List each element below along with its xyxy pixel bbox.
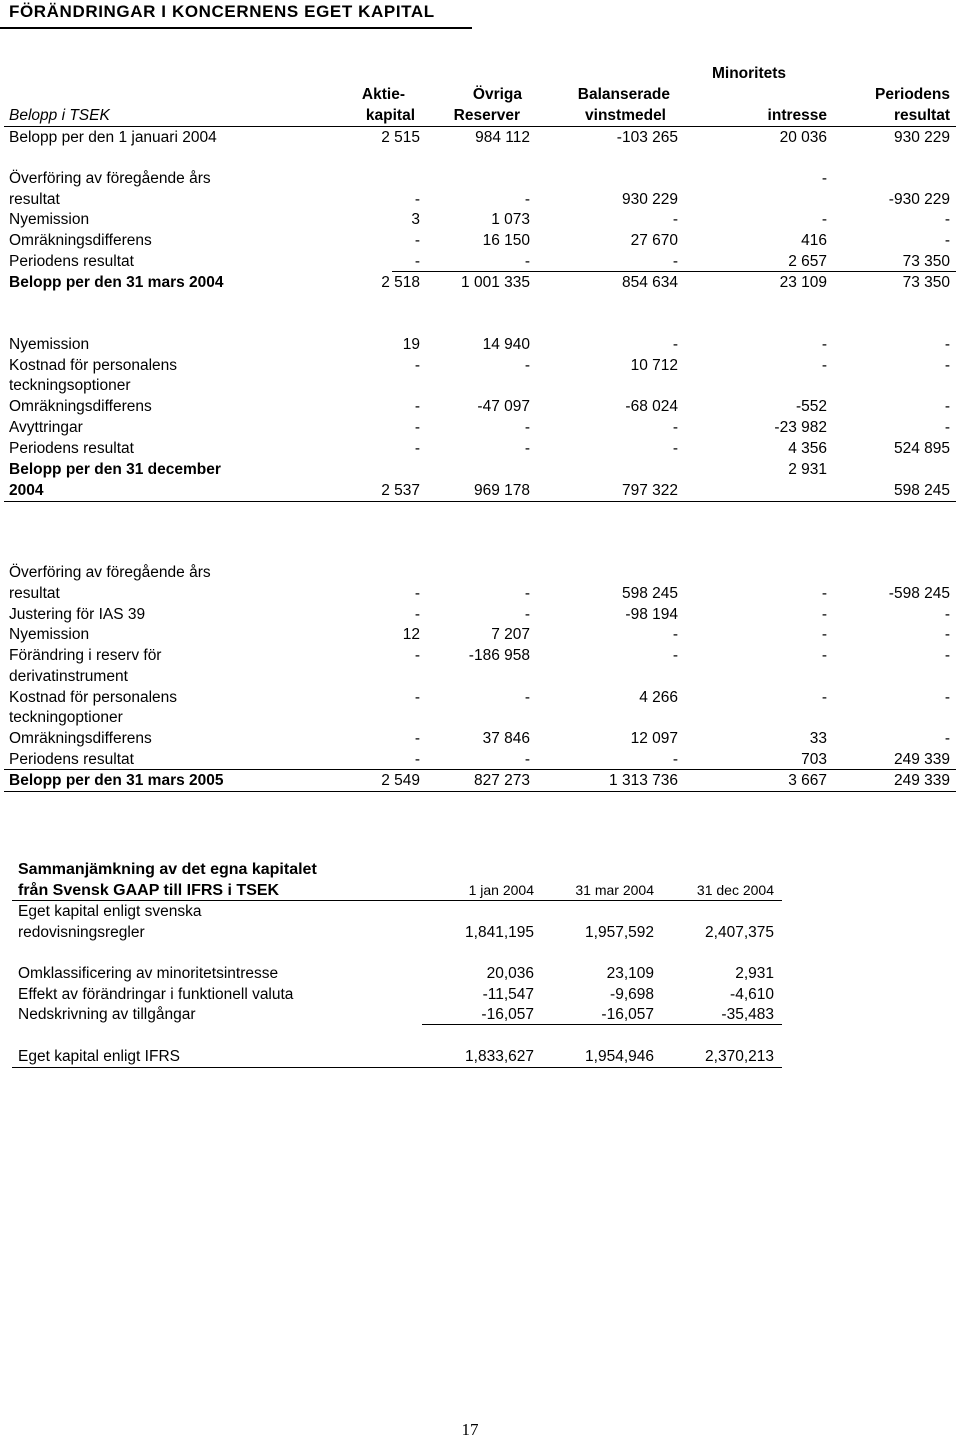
row-label: 2004 — [9, 482, 44, 499]
row-label: Överföring av föregående års — [9, 170, 211, 187]
cell: - — [672, 626, 678, 643]
cell: 14 940 — [482, 336, 530, 353]
cell: - — [414, 191, 420, 208]
table-row — [0, 168, 960, 189]
row-label: Kostnad för personalens — [9, 689, 178, 706]
table-row-total — [0, 770, 960, 791]
cell: 930 229 — [621, 191, 678, 208]
row-label: resultat — [9, 585, 60, 602]
cell: - — [944, 730, 950, 747]
table-row — [0, 562, 960, 583]
cell: - — [821, 689, 827, 706]
cell: 969 178 — [473, 482, 530, 499]
table-row — [0, 901, 960, 922]
table-row — [0, 666, 960, 687]
cell: 7 207 — [491, 626, 530, 643]
cell: - — [414, 398, 420, 415]
header-col1-line2: kapital — [365, 107, 415, 124]
row-label: Belopp per den 31 december — [9, 461, 221, 478]
table-row — [0, 728, 960, 749]
table-row — [0, 355, 960, 376]
header-col2-line1: Övriga — [472, 86, 522, 103]
cell: 930 229 — [893, 129, 950, 146]
table-row — [0, 438, 960, 459]
row-label: Belopp per den 31 mars 2005 — [9, 772, 224, 789]
cell: - — [944, 398, 950, 415]
table-row — [0, 334, 960, 355]
col-header: 31 dec 2004 — [696, 882, 774, 898]
table-row — [0, 922, 960, 943]
cell: - — [821, 626, 827, 643]
cell: -16,057 — [481, 1006, 534, 1023]
page-number: 17 — [461, 1420, 479, 1439]
cell: - — [821, 336, 827, 353]
cell: 2 537 — [381, 482, 420, 499]
cell: 1,957,592 — [585, 924, 654, 941]
cell: -11,547 — [482, 986, 534, 1003]
row-label: redovisningsregler — [18, 924, 145, 941]
header-col1-line1: Aktie- — [361, 86, 405, 103]
cell: 416 — [801, 232, 827, 249]
cell: -186 958 — [468, 647, 530, 664]
cell: 524 895 — [893, 440, 950, 457]
row-label: derivatinstrument — [9, 668, 128, 685]
cell: -35,483 — [721, 1006, 774, 1023]
row-label: Omräkningsdifferens — [9, 398, 152, 415]
cell: - — [821, 211, 827, 228]
table-row — [0, 417, 960, 438]
cell: - — [524, 191, 530, 208]
table-row — [0, 707, 960, 728]
row-label: resultat — [9, 191, 60, 208]
cell: 1,841,195 — [465, 924, 534, 941]
reconciliation-title-line1: Sammanjämkning av det egna kapitalet — [18, 861, 317, 878]
total-rule — [12, 1067, 782, 1068]
cell: -47 097 — [477, 398, 530, 415]
table-row — [0, 963, 960, 984]
cell: - — [944, 232, 950, 249]
cell: - — [524, 689, 530, 706]
cell: - — [944, 419, 950, 436]
header-col3-line1: Balanserade — [577, 86, 670, 103]
cell: - — [524, 419, 530, 436]
table-row — [0, 375, 960, 396]
cell: -16,057 — [601, 1006, 654, 1023]
page-title: FÖRÄNDRINGAR I KONCERNENS EGET KAPITAL — [9, 2, 435, 21]
row-label: Avyttringar — [9, 419, 83, 436]
row-label: Periodens resultat — [9, 751, 134, 768]
cell: -598 245 — [888, 585, 950, 602]
cell: - — [821, 585, 827, 602]
table-row-total — [0, 459, 960, 480]
row-label: Belopp per den 31 mars 2004 — [9, 274, 224, 291]
cell: 2,407,375 — [705, 924, 774, 941]
cell: 1 073 — [491, 211, 530, 228]
cell: - — [672, 336, 678, 353]
cell: - — [414, 232, 420, 249]
cell: 797 322 — [621, 482, 678, 499]
row-label: Justering för IAS 39 — [9, 606, 146, 623]
cell: - — [414, 647, 420, 664]
row-label: Eget kapital enligt svenska — [18, 903, 202, 920]
cell: 2 515 — [381, 129, 420, 146]
cell: 16 150 — [482, 232, 530, 249]
cell: - — [944, 357, 950, 374]
cell: 2 518 — [381, 274, 420, 291]
table-row — [0, 749, 960, 770]
table-row-total — [0, 272, 960, 293]
cell: 20,036 — [486, 965, 534, 982]
cell: - — [944, 606, 950, 623]
cell: - — [414, 357, 420, 374]
cell: - — [672, 419, 678, 436]
cell: 23 109 — [779, 274, 827, 291]
table-row — [0, 189, 960, 210]
cell: 2 657 — [788, 253, 827, 270]
total-rule — [4, 791, 956, 792]
cell: - — [672, 647, 678, 664]
cell: 1 001 335 — [461, 274, 530, 291]
cell: 2 549 — [381, 772, 420, 789]
cell: -98 194 — [625, 606, 678, 623]
cell: 984 112 — [475, 129, 530, 146]
header-col4-line2: intresse — [767, 107, 827, 124]
header-col4-line1: Minoritets — [712, 65, 787, 82]
cell: -9,698 — [610, 986, 654, 1003]
cell: - — [672, 440, 678, 457]
cell: 12 097 — [630, 730, 678, 747]
table-row — [0, 604, 960, 625]
cell: 73 350 — [902, 274, 950, 291]
cell: - — [524, 606, 530, 623]
table-row — [0, 984, 960, 1005]
cell: - — [414, 606, 420, 623]
cell: 854 634 — [621, 274, 678, 291]
row-label: Nyemission — [9, 626, 90, 643]
cell: - — [524, 253, 530, 270]
cell: - — [672, 751, 678, 768]
table-row-total — [0, 1046, 960, 1067]
cell: -552 — [795, 398, 827, 415]
row-label: Periodens resultat — [9, 253, 134, 270]
table-row — [0, 583, 960, 604]
cell: - — [944, 689, 950, 706]
header-col3-line2: vinstmedel — [585, 107, 666, 124]
cell: - — [821, 170, 827, 187]
row-label: Kostnad för personalens — [9, 357, 178, 374]
cell: 598 245 — [621, 585, 678, 602]
cell: 2,370,213 — [705, 1048, 774, 1065]
reconciliation-title-line2: från Svensk GAAP till IFRS i TSEK — [18, 882, 280, 899]
reconciliation-header-row — [0, 880, 960, 901]
table-row — [0, 624, 960, 645]
cell: -23 982 — [774, 419, 827, 436]
cell: - — [944, 626, 950, 643]
cell: -930 229 — [888, 191, 950, 208]
cell: -103 265 — [616, 129, 678, 146]
cell: - — [414, 585, 420, 602]
cell: -68 024 — [625, 398, 678, 415]
cell: 73 350 — [902, 253, 950, 270]
row-label: Omräkningsdifferens — [9, 232, 152, 249]
col-header: 31 mar 2004 — [575, 882, 654, 898]
table-row — [0, 127, 960, 148]
cell: - — [944, 211, 950, 228]
row-label: teckningsoptioner — [9, 377, 131, 394]
cell: 12 — [402, 626, 420, 643]
cell: 249 339 — [893, 772, 950, 789]
cell: 3 — [411, 211, 420, 228]
cell: 23,109 — [606, 965, 654, 982]
cell: - — [414, 419, 420, 436]
table-row-total — [0, 480, 960, 501]
cell: - — [524, 585, 530, 602]
row-label: Periodens resultat — [9, 440, 134, 457]
cell: - — [821, 647, 827, 664]
title-underline — [0, 27, 472, 29]
row-label: Effekt av förändringar i funktionell valuta — [18, 986, 294, 1003]
row-label: Belopp per den 1 januari 2004 — [9, 129, 217, 146]
cell: -4,610 — [730, 986, 774, 1003]
cell: 10 712 — [630, 357, 678, 374]
cell: 4 266 — [639, 689, 678, 706]
row-label: Överföring av föregående års — [9, 564, 211, 581]
cell: - — [524, 751, 530, 768]
cell: 1 313 736 — [609, 772, 678, 789]
cell: - — [944, 336, 950, 353]
cell: - — [524, 440, 530, 457]
cell: 598 245 — [893, 482, 950, 499]
cell: - — [944, 647, 950, 664]
row-label: Nyemission — [9, 211, 90, 228]
row-label: Nedskrivning av tillgångar — [18, 1006, 196, 1023]
table-row — [0, 209, 960, 230]
cell: - — [414, 440, 420, 457]
cell: - — [821, 357, 827, 374]
cell: 249 339 — [893, 751, 950, 768]
cell: 4 356 — [788, 440, 827, 457]
cell: - — [414, 730, 420, 747]
table-row — [0, 687, 960, 708]
total-rule — [4, 501, 956, 502]
table-row — [0, 251, 960, 272]
cell: 19 — [402, 336, 420, 353]
cell: 1,954,946 — [585, 1048, 654, 1065]
table-row — [0, 230, 960, 251]
cell: - — [414, 751, 420, 768]
row-label: teckningoptioner — [9, 709, 123, 726]
table-row — [0, 645, 960, 666]
row-label: Förändring i reserv för — [9, 647, 162, 664]
row-label: Omräkningsdifferens — [9, 730, 152, 747]
header-col5-line2: resultat — [894, 107, 950, 124]
cell: - — [414, 253, 420, 270]
cell: 2,931 — [735, 965, 774, 982]
cell: 2 931 — [788, 461, 827, 478]
cell: 1,833,627 — [465, 1048, 534, 1065]
cell: 20 036 — [779, 129, 827, 146]
col-header: 1 jan 2004 — [468, 882, 534, 898]
unit-label: Belopp i TSEK — [9, 107, 110, 124]
row-label: Omklassificering av minoritetsintresse — [18, 965, 279, 982]
cell: 3 667 — [788, 772, 827, 789]
table-row — [0, 396, 960, 417]
header-col5-line1: Periodens — [875, 86, 950, 103]
cell: - — [672, 253, 678, 270]
cell: - — [414, 689, 420, 706]
subtotal-rule — [422, 1024, 782, 1025]
cell: - — [821, 606, 827, 623]
cell: 703 — [801, 751, 827, 768]
row-label: Nyemission — [9, 336, 90, 353]
row-label: Eget kapital enligt IFRS — [18, 1048, 180, 1065]
header-col2-line2: Reserver — [453, 107, 520, 124]
cell: 33 — [809, 730, 827, 747]
cell: - — [672, 211, 678, 228]
table-row — [0, 1004, 960, 1025]
cell: 27 670 — [630, 232, 678, 249]
cell: 37 846 — [482, 730, 530, 747]
cell: - — [524, 357, 530, 374]
cell: 827 273 — [473, 772, 530, 789]
